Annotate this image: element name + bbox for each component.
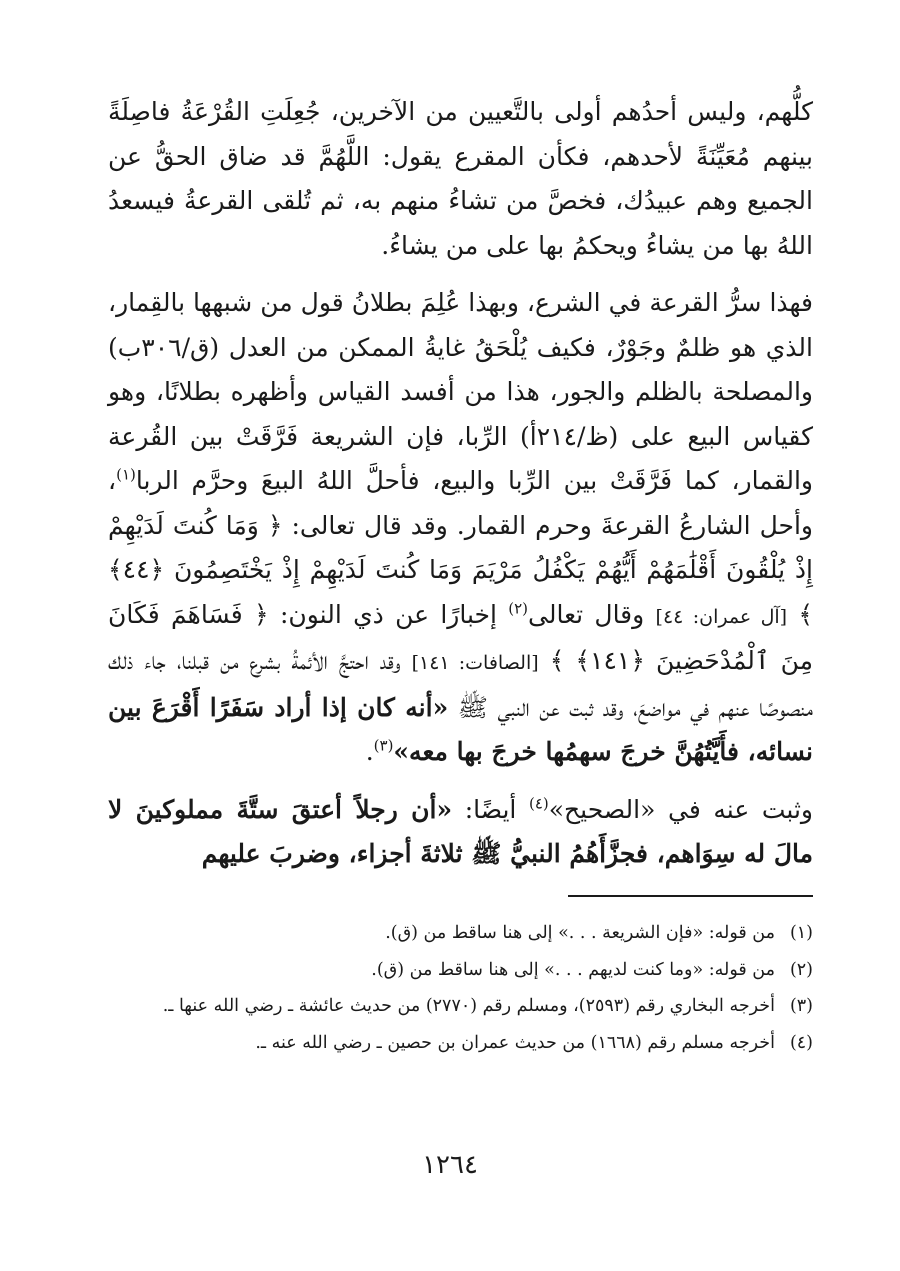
- paragraph-2-text-b: ، وأحل الشارعُ القرعةَ وحرم القمار. وقد قال تعالى:: [108, 466, 813, 540]
- footnote-number: (٣): [789, 996, 813, 1016]
- footnote-ref-3[interactable]: (٣): [373, 736, 394, 755]
- verse-reference-2: [الصافات: ١٤١]: [411, 652, 539, 674]
- quran-verse-2: ﴿ فَسَاهَمَ فَكَانَ مِنَ ٱلْمُدْحَضِينَ ﴿١٤١﴾ ﴾: [108, 599, 814, 675]
- footnote-item: [108, 1028, 813, 1059]
- paragraph-3: [108, 788, 813, 877]
- footnote-ref-4[interactable]: (٤): [528, 794, 549, 813]
- paragraph-2-end: .: [365, 737, 374, 766]
- quran-verse-1: ﴿ وَمَا كُنتَ لَدَيْهِمْ إِذْ يُلْقُونَ أَقْلَٰمَهُمْ أَيُّهُمْ يَكْفُلُ مَرْيَمَ وَمَا كُنتَ لَدَيْهِمْ إِذْ يَخْتَصِمُونَ ﴿٤٤﴾ ﴾: [108, 510, 814, 629]
- paragraph-2: [108, 281, 813, 775]
- footnote-item: [108, 955, 813, 986]
- hadith-quote-2: «أن رجلاً أعتقَ ستَّةَ مملوكينَ لا مالَ له سِوَاهم، فجزَّأَهُمُ النبيُّ ﷺ ثلاثةَ أجزاء، وضربَ عليهم: [108, 794, 813, 868]
- paragraph-2-text-e: وقد احتجَّ الأئمةُ بشرع من قبلنا، جاء ذلك منصوصًا عنهم في مواضعَ، وقد ثبت عن النبي ﷺ: [108, 646, 813, 722]
- footnote-number: (٢): [789, 959, 813, 980]
- hadith-quote-1: «أنه كان إذا أراد سَفَرًا أَقْرَعَ بين نسائه، فأَيَّتُهُنَّ خرجَ سهمُها خرجَ بها معه»: [108, 692, 813, 766]
- footnote-text: أخرجه مسلم رقم (١٦٦٨) من حديث عمران بن حصين ـ رضي الله عنه ـ.: [255, 1032, 775, 1053]
- paragraph-1: [108, 90, 813, 268]
- page-body: [108, 90, 814, 1053]
- footnote-divider: [568, 895, 813, 897]
- verse-reference-1: [آل عمران: ٤٤]: [655, 605, 788, 628]
- footnote-item: [108, 918, 813, 949]
- paragraph-1-text: كلُّهم، وليس أحدُهم أولى بالتَّعيين من الآخرين، جُعِلَتِ القُرْعَةُ فاصِلَةً بينهم مُعَيِّنَةً لأحدهم، فكأن المقرع يقول: اللَّهُمَّ قد ضاق الحقُّ عن الجميع وهم عبيدُك، فخصَّ من تشاءُ منهم به، ثم تُلقى القرعةُ فيسعدُ اللهُ بها من يشاءُ ويحكمُ بها على من يشاءُ.: [108, 97, 813, 260]
- footnote-number: (١): [789, 923, 813, 943]
- footnote-ref-2[interactable]: (٢): [508, 599, 529, 618]
- footnote-text: من قوله: «وما كنت لديهم . . .» إلى هنا ساقط من (ق).: [371, 959, 775, 980]
- paragraph-2-text-a: فهذا سرُّ القرعة في الشرع، وبهذا عُلِمَ بطلانُ قول من شبهها بالقِمار، الذي هو ظلمٌ وجَوْرٌ، فكيف يُلْحَقُ غايةُ الممكن من العدل (ق/٣٠٦ب) والمصلحة بالظلم والجور، هذا من أفسد القياس وأظهره بطلانًا، وهو كقياس البيع على (ظ/٢١٤أ) الرِّبا، فإن الشريعة فَرَّقَتْ بين القُرعة والقمار، كما فَرَّقَتْ بين الرِّبا والبيع، فأحلَّ اللهُ البيعَ وحرَّم الربا: [108, 288, 813, 495]
- footnote-text: من قوله: «فإن الشريعة . . .» إلى هنا ساقط من (ق).: [385, 923, 775, 943]
- paragraph-2-text-d: إخبارًا عن ذي النون:: [279, 599, 497, 629]
- footnote-number: (٤): [789, 1032, 813, 1053]
- footnote-ref-1[interactable]: (١): [116, 465, 136, 484]
- footnote-text: أخرجه البخاري رقم (٢٥٩٣)، ومسلم رقم (٢٧٧٠) من حديث عائشة ـ رضي الله عنها ـ.: [162, 996, 775, 1016]
- footnote-item: [108, 991, 813, 1022]
- page-number: ١٢٦٤: [422, 1150, 478, 1180]
- paragraph-3-text-a: وثبت عنه في «الصحيح»: [548, 794, 813, 824]
- paragraph-2-text-c: وقال تعالى: [528, 599, 645, 629]
- footnotes-section: [108, 918, 813, 1064]
- paragraph-3-text-b: أيضًا:: [464, 794, 517, 824]
